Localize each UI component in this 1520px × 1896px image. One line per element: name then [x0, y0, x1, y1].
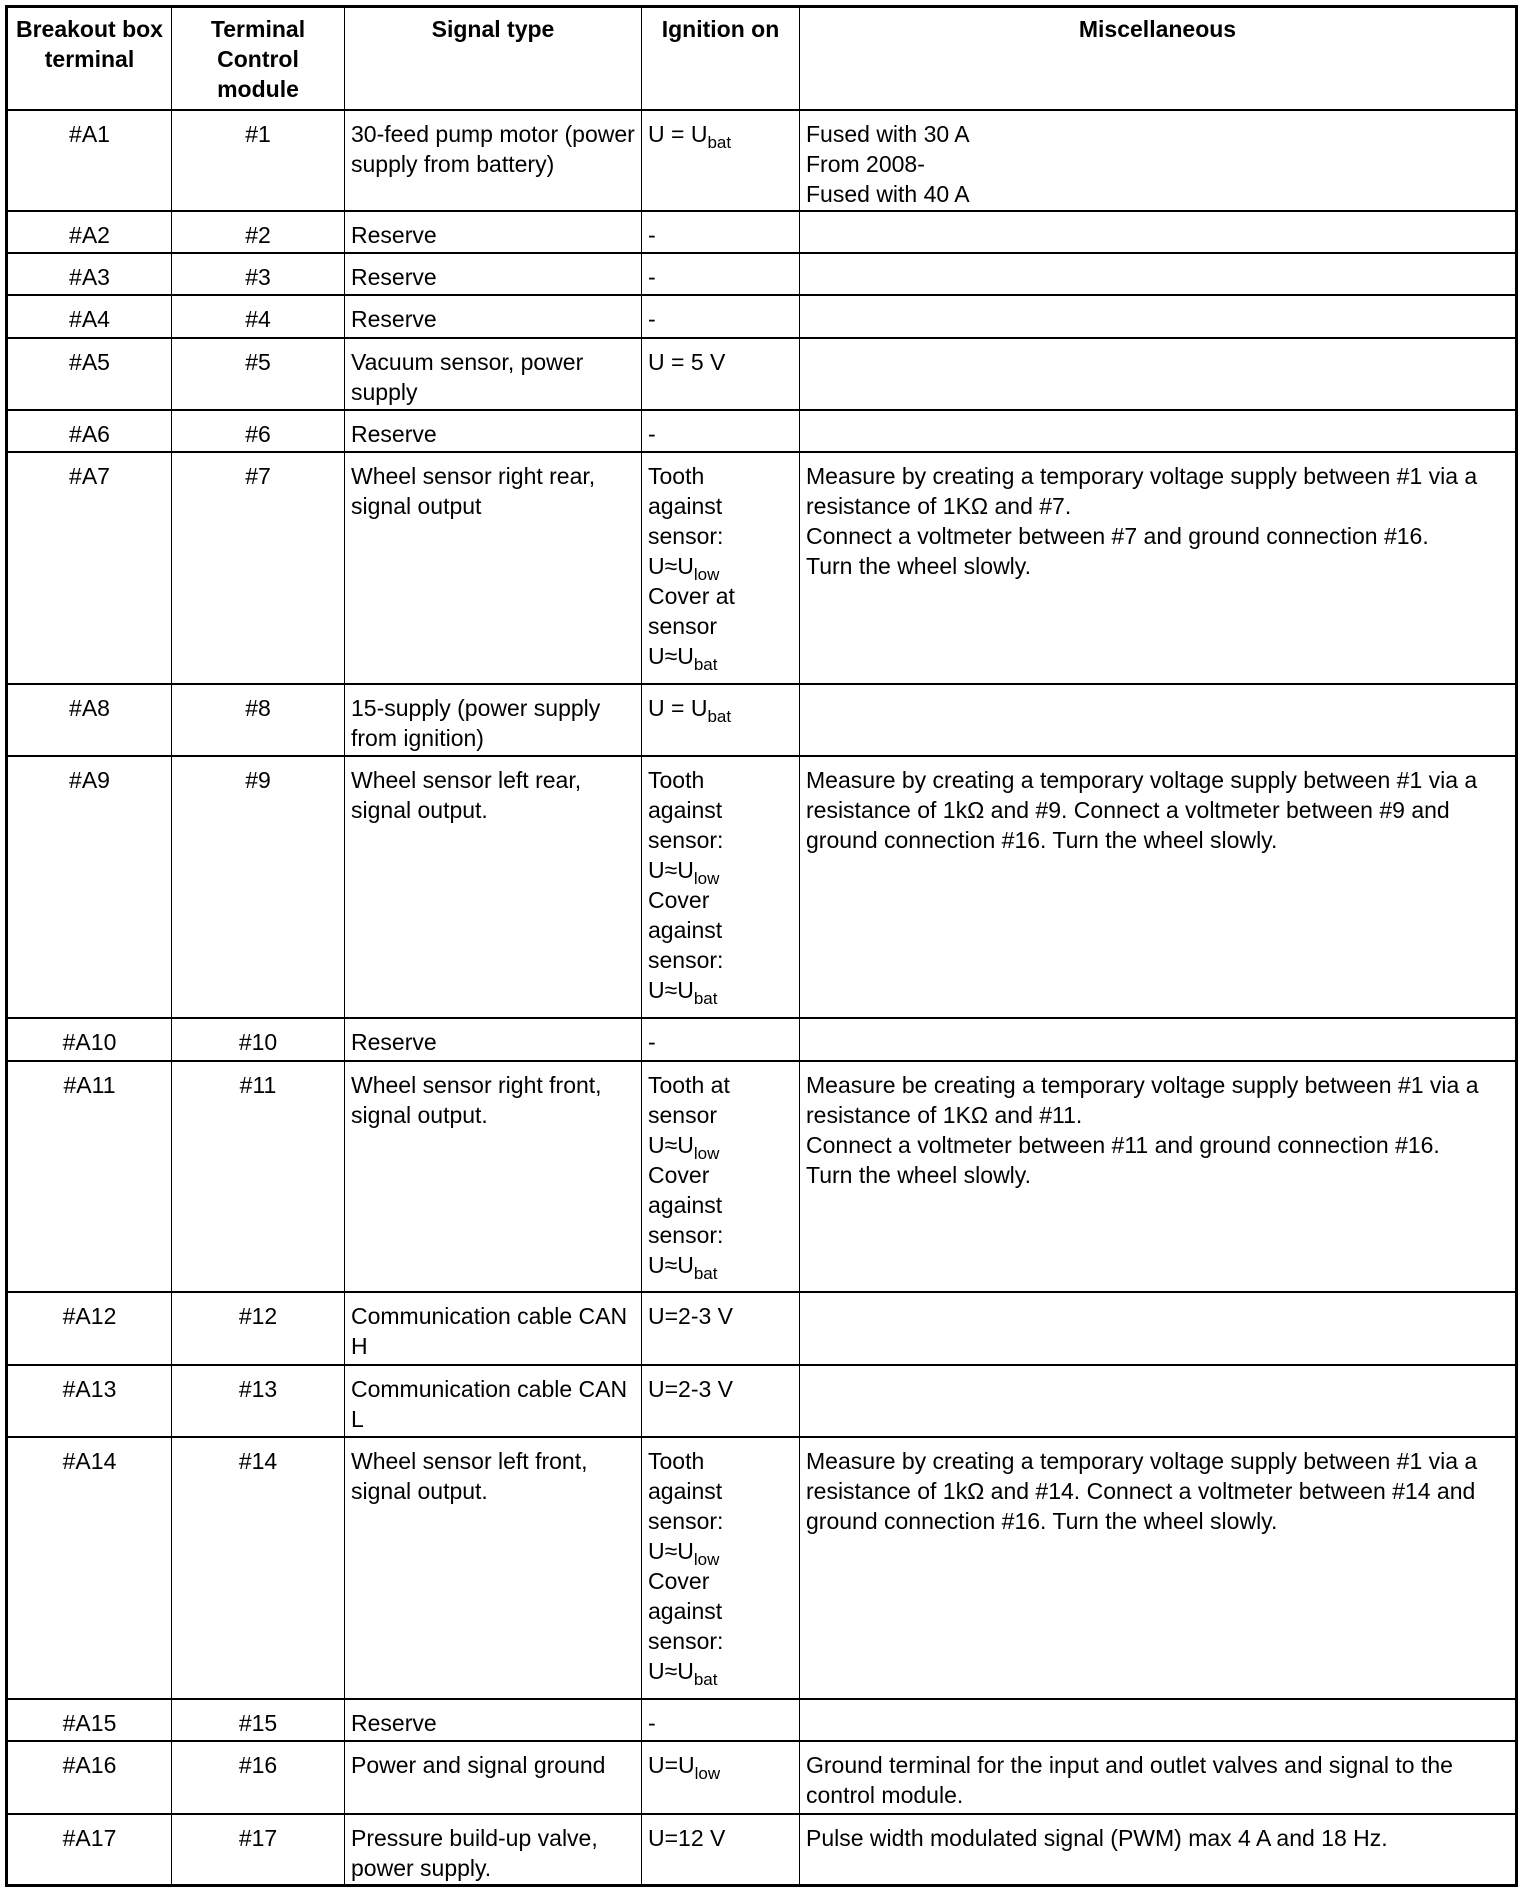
signal-type-cell: Pressure build-up valve, power supply. — [345, 1814, 642, 1886]
ignition-value-line — [648, 915, 793, 945]
table-row — [7, 295, 1517, 338]
ignition-value-text: Cover — [648, 1567, 710, 1594]
ignition-value-text: Tooth at — [648, 1071, 730, 1098]
header-signal-type: Signal type — [345, 7, 642, 110]
miscellaneous-note: Turn the wheel slowly. — [806, 552, 1031, 579]
ignition-on-cell — [642, 1292, 800, 1365]
table-row — [7, 1292, 1517, 1365]
ignition-value-text: against — [648, 1477, 723, 1504]
ignition-value-text: against — [648, 916, 723, 943]
signal-type-cell: 15-supply (power supply from ignition) — [345, 684, 642, 756]
breakout-terminal-cell: #A11 — [7, 1061, 172, 1292]
ignition-value-text: U = U — [648, 694, 708, 721]
table-row — [7, 1814, 1517, 1886]
ignition-on-cell — [642, 211, 800, 253]
ignition-value-text: Cover at — [648, 582, 735, 609]
control-module-terminal-cell: #8 — [172, 684, 345, 756]
table-body — [7, 110, 1517, 1886]
miscellaneous-cell — [800, 295, 1517, 338]
ignition-value-line — [648, 795, 793, 825]
ignition-value-line — [648, 304, 793, 334]
miscellaneous-cell — [800, 253, 1517, 295]
ignition-value-text: sensor — [648, 1101, 718, 1128]
ignition-on-cell — [642, 1018, 800, 1061]
signal-type-cell: Reserve — [345, 295, 642, 338]
ignition-value-line — [648, 347, 793, 377]
miscellaneous-cell — [800, 410, 1517, 452]
ignition-value-subscript: low — [693, 564, 720, 584]
terminal-signal-table — [5, 5, 1518, 1887]
ignition-value-line — [648, 885, 793, 915]
signal-type-cell: Reserve — [345, 211, 642, 253]
table-row — [7, 211, 1517, 253]
ignition-value-line — [648, 611, 793, 641]
ignition-value-text: - — [648, 1028, 656, 1055]
breakout-terminal-cell: #A2 — [7, 211, 172, 253]
breakout-terminal-cell: #A6 — [7, 410, 172, 452]
ignition-value-subscript: bat — [693, 988, 718, 1008]
ignition-value-line — [648, 1566, 793, 1596]
ignition-value-line — [648, 491, 793, 521]
breakout-terminal-cell: #A8 — [7, 684, 172, 756]
ignition-value-line — [648, 1656, 793, 1689]
miscellaneous-cell — [800, 1061, 1517, 1292]
ignition-value-subscript: bat — [693, 1669, 718, 1689]
table-header-row — [7, 7, 1517, 110]
signal-type-cell: Reserve — [345, 253, 642, 295]
ignition-value-line — [648, 419, 793, 449]
miscellaneous-note: Pulse width modulated signal (PWM) max 4 A and 18 Hz. — [806, 1824, 1388, 1851]
ignition-value-text: U≈U — [648, 1537, 694, 1564]
ignition-value-text: sensor: — [648, 1221, 724, 1248]
control-module-terminal-cell: #4 — [172, 295, 345, 338]
table-row — [7, 338, 1517, 410]
breakout-terminal-cell: #A1 — [7, 110, 172, 211]
control-module-terminal-cell: #12 — [172, 1292, 345, 1365]
table-row — [7, 452, 1517, 684]
ignition-on-cell — [642, 452, 800, 684]
table-row — [7, 684, 1517, 756]
signal-type-cell: Reserve — [345, 410, 642, 452]
ignition-value-line — [648, 551, 793, 584]
control-module-terminal-cell: #15 — [172, 1699, 345, 1741]
miscellaneous-cell — [800, 1292, 1517, 1365]
ignition-value-subscript: bat — [707, 706, 732, 726]
table-row — [7, 1699, 1517, 1741]
ignition-on-cell — [642, 295, 800, 338]
ignition-value-text: sensor: — [648, 946, 724, 973]
breakout-terminal-cell: #A7 — [7, 452, 172, 684]
miscellaneous-cell — [800, 1018, 1517, 1061]
breakout-terminal-cell: #A4 — [7, 295, 172, 338]
ignition-value-line — [648, 1536, 793, 1569]
ignition-value-subscript: low — [693, 1143, 720, 1163]
breakout-terminal-cell: #A5 — [7, 338, 172, 410]
miscellaneous-cell — [800, 1814, 1517, 1886]
table-row — [7, 1061, 1517, 1292]
ignition-value-text: sensor: — [648, 1627, 724, 1654]
control-module-terminal-cell: #10 — [172, 1018, 345, 1061]
ignition-value-text: U = 5 V — [648, 348, 726, 375]
control-module-terminal-cell: #11 — [172, 1061, 345, 1292]
signal-type-cell: Communication cable CAN H — [345, 1292, 642, 1365]
control-module-terminal-cell: #3 — [172, 253, 345, 295]
control-module-terminal-cell: #5 — [172, 338, 345, 410]
ignition-value-line — [648, 1220, 793, 1250]
table-row — [7, 1437, 1517, 1699]
ignition-value-line — [648, 1374, 793, 1404]
table-row — [7, 1741, 1517, 1814]
miscellaneous-cell — [800, 756, 1517, 1018]
ignition-value-text: against — [648, 796, 723, 823]
miscellaneous-cell — [800, 338, 1517, 410]
ignition-value-line — [648, 1750, 793, 1783]
ignition-value-text: U=2-3 V — [648, 1375, 734, 1402]
ignition-value-text: U≈U — [648, 856, 694, 883]
ignition-value-line — [648, 693, 793, 726]
ignition-value-text: Tooth — [648, 462, 705, 489]
ignition-value-line — [648, 262, 793, 292]
ignition-value-text: Cover — [648, 886, 710, 913]
breakout-terminal-cell: #A14 — [7, 1437, 172, 1699]
ignition-on-cell — [642, 1741, 800, 1814]
ignition-value-line — [648, 581, 793, 611]
miscellaneous-cell — [800, 1365, 1517, 1437]
ignition-value-line — [648, 1446, 793, 1476]
ignition-value-line — [648, 1506, 793, 1536]
table-row — [7, 1018, 1517, 1061]
ignition-value-line — [648, 1250, 793, 1283]
ignition-value-line — [648, 1823, 793, 1853]
signal-type-cell: Power and signal ground — [345, 1741, 642, 1814]
signal-type-cell: Vacuum sensor, power supply — [345, 338, 642, 410]
ignition-value-text: U≈U — [648, 642, 694, 669]
ignition-value-text: sensor — [648, 612, 718, 639]
ignition-value-text: U≈U — [648, 552, 694, 579]
miscellaneous-cell — [800, 684, 1517, 756]
ignition-value-subscript: low — [693, 868, 720, 888]
ignition-value-line — [648, 1596, 793, 1626]
signal-type-cell: Reserve — [345, 1699, 642, 1741]
ignition-value-line — [648, 1476, 793, 1506]
ignition-value-text: U = U — [648, 120, 708, 147]
signal-type-cell: Reserve — [345, 1018, 642, 1061]
ignition-value-text: - — [648, 420, 656, 447]
ignition-on-cell — [642, 1437, 800, 1699]
breakout-terminal-cell: #A17 — [7, 1814, 172, 1886]
ignition-value-text: U=12 V — [648, 1824, 726, 1851]
ignition-on-cell — [642, 410, 800, 452]
ignition-value-text: sensor: — [648, 522, 724, 549]
miscellaneous-cell — [800, 1699, 1517, 1741]
control-module-terminal-cell: #16 — [172, 1741, 345, 1814]
miscellaneous-note: Fused with 40 A — [806, 180, 970, 207]
ignition-value-text: - — [648, 263, 656, 290]
ignition-value-text: sensor: — [648, 826, 724, 853]
ignition-value-subscript: low — [694, 1763, 721, 1783]
signal-type-cell: Wheel sensor left front, signal output. — [345, 1437, 642, 1699]
breakout-terminal-cell: #A3 — [7, 253, 172, 295]
ignition-value-line — [648, 1301, 793, 1331]
signal-type-cell: 30-feed pump motor (power supply from battery) — [345, 110, 642, 211]
signal-type-cell: Wheel sensor left rear, signal output. — [345, 756, 642, 1018]
ignition-value-text: U≈U — [648, 1131, 694, 1158]
ignition-value-text: Tooth — [648, 1447, 705, 1474]
ignition-on-cell — [642, 1061, 800, 1292]
miscellaneous-cell — [800, 110, 1517, 211]
control-module-terminal-cell: #9 — [172, 756, 345, 1018]
breakout-terminal-cell: #A16 — [7, 1741, 172, 1814]
table-row — [7, 756, 1517, 1018]
ignition-on-cell — [642, 756, 800, 1018]
table-row — [7, 1365, 1517, 1437]
miscellaneous-note: Connect a voltmeter between #11 and ground connection #16. — [806, 1131, 1440, 1158]
control-module-terminal-cell: #13 — [172, 1365, 345, 1437]
ignition-value-line — [648, 119, 793, 152]
ignition-value-text: U≈U — [648, 1657, 694, 1684]
ignition-value-line — [648, 855, 793, 888]
miscellaneous-note: Measure by creating a temporary voltage supply between #1 via a resistance of 1kΩ and #14. Connect a voltmeter between #14 and ground connection #16. Turn the wheel slowly. — [806, 1447, 1478, 1534]
ignition-value-subscript: bat — [693, 654, 718, 674]
ignition-on-cell — [642, 338, 800, 410]
ignition-value-text: U≈U — [648, 1251, 694, 1278]
ignition-value-text: Cover — [648, 1161, 710, 1188]
control-module-terminal-cell: #1 — [172, 110, 345, 211]
ignition-value-text: U=2-3 V — [648, 1302, 734, 1329]
control-module-terminal-cell: #17 — [172, 1814, 345, 1886]
ignition-on-cell — [642, 1699, 800, 1741]
breakout-terminal-cell: #A15 — [7, 1699, 172, 1741]
ignition-value-text: - — [648, 221, 656, 248]
ignition-value-text: - — [648, 305, 656, 332]
ignition-value-line — [648, 461, 793, 491]
miscellaneous-note: From 2008- — [806, 150, 925, 177]
miscellaneous-note: Ground terminal for the input and outlet valves and signal to the control module. — [806, 1751, 1453, 1808]
breakout-terminal-cell: #A9 — [7, 756, 172, 1018]
ignition-value-subscript: bat — [707, 132, 732, 152]
control-module-terminal-cell: #6 — [172, 410, 345, 452]
ignition-value-text: U≈U — [648, 976, 694, 1003]
miscellaneous-cell — [800, 452, 1517, 684]
ignition-value-text: against — [648, 492, 723, 519]
table-row — [7, 110, 1517, 211]
ignition-on-cell — [642, 684, 800, 756]
table-row — [7, 410, 1517, 452]
signal-type-cell: Wheel sensor right front, signal output. — [345, 1061, 642, 1292]
header-miscellaneous: Miscellaneous — [800, 7, 1517, 110]
ignition-value-line — [648, 521, 793, 551]
header-breakout-box-terminal: Breakout box terminal — [7, 7, 172, 110]
miscellaneous-note: Measure by creating a temporary voltage supply between #1 via a resistance of 1KΩ and #7. — [806, 462, 1478, 519]
ignition-value-line — [648, 825, 793, 855]
ignition-on-cell — [642, 253, 800, 295]
ignition-value-line — [648, 945, 793, 975]
ignition-value-text: - — [648, 1709, 656, 1736]
ignition-value-text: against — [648, 1597, 723, 1624]
ignition-value-line — [648, 1708, 793, 1738]
control-module-terminal-cell: #7 — [172, 452, 345, 684]
table-row — [7, 253, 1517, 295]
ignition-value-text: Tooth — [648, 766, 705, 793]
control-module-terminal-cell: #14 — [172, 1437, 345, 1699]
ignition-value-line — [648, 1070, 793, 1100]
ignition-on-cell — [642, 1365, 800, 1437]
header-ignition-on: Ignition on — [642, 7, 800, 110]
ignition-value-line — [648, 1100, 793, 1130]
ignition-on-cell — [642, 110, 800, 211]
miscellaneous-note: Measure be creating a temporary voltage supply between #1 via a resistance of 1KΩ and #11. — [806, 1071, 1479, 1128]
ignition-on-cell — [642, 1814, 800, 1886]
control-module-terminal-cell: #2 — [172, 211, 345, 253]
breakout-terminal-cell: #A13 — [7, 1365, 172, 1437]
ignition-value-line — [648, 765, 793, 795]
ignition-value-line — [648, 1190, 793, 1220]
ignition-value-line — [648, 641, 793, 674]
ignition-value-line — [648, 1626, 793, 1656]
ignition-value-subscript: bat — [693, 1263, 718, 1283]
ignition-value-text: sensor: — [648, 1507, 724, 1534]
breakout-terminal-cell: #A10 — [7, 1018, 172, 1061]
ignition-value-subscript: low — [693, 1549, 720, 1569]
ignition-value-line — [648, 1130, 793, 1163]
signal-type-cell: Communication cable CAN L — [345, 1365, 642, 1437]
ignition-value-line — [648, 220, 793, 250]
ignition-value-line — [648, 1160, 793, 1190]
miscellaneous-note: Turn the wheel slowly. — [806, 1161, 1031, 1188]
ignition-value-line — [648, 1027, 793, 1057]
signal-type-cell: Wheel sensor right rear, signal output — [345, 452, 642, 684]
ignition-value-text: against — [648, 1191, 723, 1218]
header-terminal-control-module: Terminal Control module — [172, 7, 345, 110]
breakout-terminal-cell: #A12 — [7, 1292, 172, 1365]
miscellaneous-cell — [800, 1437, 1517, 1699]
ignition-value-text: U=U — [648, 1751, 695, 1778]
miscellaneous-cell — [800, 211, 1517, 253]
miscellaneous-note: Fused with 30 A — [806, 120, 970, 147]
miscellaneous-cell — [800, 1741, 1517, 1814]
miscellaneous-note: Measure by creating a temporary voltage supply between #1 via a resistance of 1kΩ and #9. Connect a voltmeter between #9 and ground connection #16. Turn the wheel slowly. — [806, 766, 1478, 853]
miscellaneous-note: Connect a voltmeter between #7 and ground connection #16. — [806, 522, 1429, 549]
ignition-value-line — [648, 975, 793, 1008]
